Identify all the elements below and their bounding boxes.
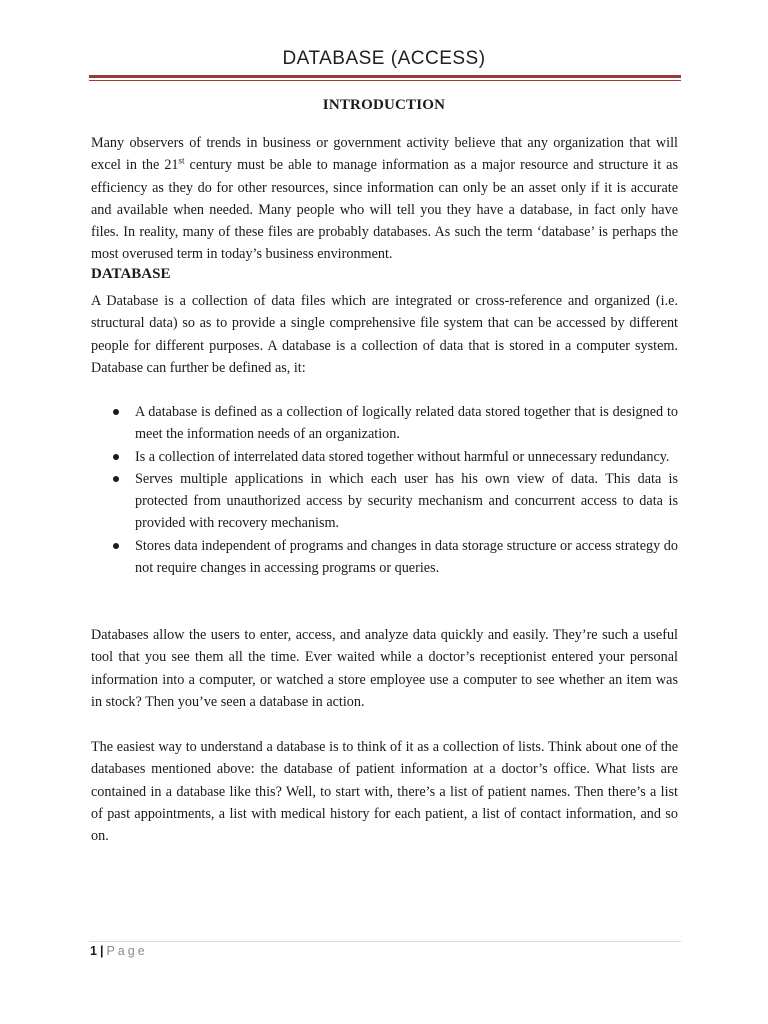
page-number: 1 xyxy=(90,944,97,958)
list-item xyxy=(91,446,678,468)
list-item-text: Stores data independent of programs and changes in data storage structure or access strategy do not require changes in accessing programs or queries. xyxy=(135,537,678,577)
footer-rule xyxy=(89,941,681,942)
database-heading: DATABASE xyxy=(91,266,171,282)
introduction-paragraph xyxy=(91,132,678,266)
page-label: Page xyxy=(106,944,148,958)
definition-list xyxy=(91,401,678,579)
bullet-icon xyxy=(113,454,119,460)
intro-superscript: st xyxy=(178,155,185,166)
footer-separator: | xyxy=(99,944,104,958)
paragraph-collection-of-lists: The easiest way to understand a database is to think of it as a collection of lists. Think about one of the databases mentioned above: the database of patient information at a doctor’s office. What lists are contained in a database like this? Well, to start with, there’s a list of patient names. Then there’s a list of past appointments, a list with medical history for each patient, a list of contact information, and so on. xyxy=(91,739,678,845)
bullet-icon xyxy=(113,543,119,549)
page-footer xyxy=(90,944,148,958)
intro-text-part-2: century must be able to manage information as a major resource and structure it as efficiency as they do for other resources, since information can only be an asset only if it is accurate and available when needed. Many people who will tell you they have a database, in fact only have files. In reality, many of these files are probably databases. As such the term ‘database’ is perhaps the most overused term in today’s business environment. xyxy=(91,157,679,263)
list-item-text: Is a collection of interrelated data stored together without harmful or unnecessary redundancy. xyxy=(135,448,670,465)
list-item xyxy=(91,401,678,446)
list-item-text: Serves multiple applications in which each user has his own view of data. This data is protected from unauthorized access by security mechanism and concurrent access to data is provided with recovery mechanism. xyxy=(135,470,678,532)
paragraph-databases-usage: Databases allow the users to enter, access, and analyze data quickly and easily. They’re such a useful tool that you see them all the time. Ever waited while a doctor’s receptionist entered your personal information into a computer, or watched a store employee use a computer to see whether an item was in stock? Then you’ve seen a database in action. xyxy=(91,627,678,710)
list-item xyxy=(91,468,678,535)
title-rule-thick xyxy=(89,75,681,78)
title-rule-thin xyxy=(89,80,681,81)
document-title: DATABASE (ACCESS) xyxy=(282,48,486,69)
list-item-text: A database is defined as a collection of logically related data stored together that is designed to meet the information needs of an organization. xyxy=(135,404,678,443)
bullet-icon xyxy=(113,476,119,482)
bullet-icon xyxy=(113,409,119,415)
list-item xyxy=(91,535,678,580)
database-paragraph: A Database is a collection of data files which are integrated or cross-reference and organized (i.e. structural data) so as to provide a single comprehensive file system that can be accessed by different people for different purposes. A database is a collection of data that is stored in a computer system. Database can further be defined as, it: xyxy=(91,293,678,376)
introduction-heading: INTRODUCTION xyxy=(322,97,446,113)
intro-text-part-1: Many observers of trends in business or government activity believe that any organization that will excel in the 21 xyxy=(91,135,678,174)
